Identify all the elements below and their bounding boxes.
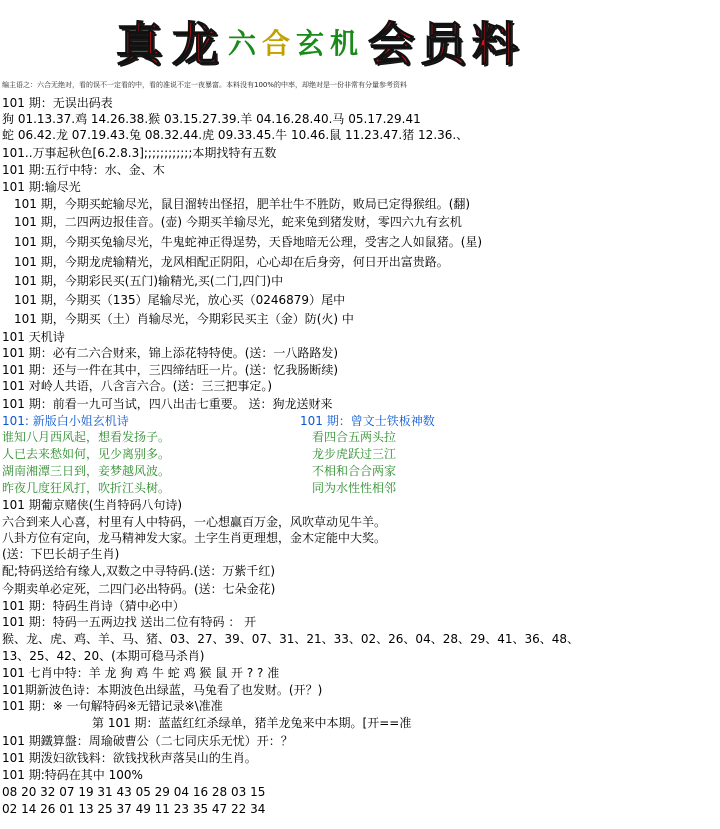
text-line: 101 期，二四两边报佳音。(壶) 今期买羊输尽光，蛇来兔到猪发财，零四六九有玄机 — [14, 215, 462, 229]
poem-left-line: 昨夜几度狂风打，吹折江头树。 — [2, 481, 171, 495]
text-line: 101 期，今期彩民买(五门)输精光,买(二门,四门)中 — [14, 274, 284, 288]
text-line: 今期卖单必定死，二四门必出特码。(送：七朵金花) — [2, 582, 276, 596]
text-line: 13、25、42、20、(本期可稳马杀肖) — [2, 649, 205, 663]
poem-left-line: 湖南湘潭三日到，妾梦越风波。 — [2, 464, 171, 478]
text-line: 第 101 期：蓝蓝红红杀绿单，猪羊龙兔来中本期。[开==准 — [92, 716, 412, 730]
text-line: 08 20 32 07 19 31 43 05 29 04 16 28 03 15 — [2, 785, 266, 799]
poem-right-title: 101 期：曾文士铁板神数 — [300, 414, 435, 428]
text-line: 101..万事起秋色[6.2.8.3];;;;;;;;;;;;本期找特有五数 — [2, 146, 277, 160]
title-char-5: 玄 — [296, 27, 325, 60]
text-line: 101 期：※ 一句解特码※无错记录※\准准 — [2, 699, 223, 713]
title-char-8: 员 — [420, 17, 466, 71]
text-line: 101 期：特码一五两边找 送出二位有特码 ： 开 — [2, 615, 257, 629]
text-line: 101 期鐵算盤：周瑜破曹公（二七同庆乐无忧）开：？ — [2, 734, 293, 748]
title-char-7: 会 — [368, 17, 414, 71]
text-line: 101 期：前看一九可当试，四八出击七重要。 送：狗龙送财来 — [2, 397, 333, 411]
poem-right-line: 龙步虎跃过三江 — [312, 447, 397, 461]
text-line: 101 期:输尽光 — [2, 180, 81, 194]
text-line: 配;特码送给有缘人,双数之中寻特码.(送：万紫千红) — [2, 564, 276, 578]
text-line: 101 期，今期龙虎输精光，龙风相配正阴阳，心心却在后身旁，何日开出富贵路。 — [14, 255, 449, 269]
title-char-9: 料 — [472, 17, 518, 71]
text-line: 101 期：无误出码表 — [2, 96, 113, 110]
text-line: 101 期：必有二六合财来，锦上添花特特使。(送：一八路路发) — [2, 346, 339, 360]
text-line: 六合到来人心喜，村里有人中特码，一心想赢百万金，风吹草动见牛羊。 — [2, 515, 387, 529]
text-line: 101 期:特码在其中 100% — [2, 768, 143, 782]
text-line: 狗 01.13.37.鸡 14.26.38.猴 03.15.27.39.羊 04.16.28.40.马 05.17.29.41 — [2, 112, 421, 126]
text-line: 101期新波色诗：本期波色出绿蓝，马兔看了也发财。(开？) — [2, 683, 323, 697]
poem-right-line: 同为水性性相邻 — [312, 481, 397, 495]
header-banner — [0, 0, 720, 72]
text-line: 101 期:五行中特：水、金、木 — [2, 163, 165, 177]
text-line: 101 期：特码生肖诗（猜中必中） — [2, 599, 185, 613]
text-line: 101 期，今期买蛇输尽光，鼠目溜转出怪招，肥羊壮牛不胜防，败局已定得猴组。(翻) — [14, 197, 471, 211]
text-line: 蛇 06.42.龙 07.19.43.兔 08.32.44.虎 09.33.45.牛 10.46.鼠 11.23.47.猪 12.36.、 — [2, 128, 469, 142]
poem-left-line: 谁知八月西风起，想看发扬子。 — [2, 430, 171, 444]
title-char-3: 六 — [228, 27, 257, 60]
text-line: 101 天机诗 — [2, 330, 65, 344]
poem-left-line: 人已去来愁如何，见少离别多。 — [2, 447, 171, 461]
text-line: 101 七肖中特：羊 龙 狗 鸡 牛 蛇 鸡 猴 鼠 开 ? ? 准 — [2, 666, 280, 680]
text-line: 02 14 26 01 13 25 37 49 11 23 35 47 22 34 — [2, 802, 266, 816]
poem-right-line: 看四合五两头拉 — [312, 430, 397, 444]
text-line: 101 对岭人共语，八含言六合。(送：三三把事定。) — [2, 379, 273, 393]
title-char-1: 真 — [116, 17, 162, 71]
text-line: 八卦方位有定向，龙马精神发大家。土字生肖更理想，金木定能中大奖。 — [2, 531, 387, 545]
text-line: 101 期，今期买（135）尾输尽光，放心买（0246879）尾中 — [14, 293, 346, 307]
title-char-4: 合 — [262, 27, 291, 60]
text-line: 101 期：还与一件在其中，三四缔结旺一片。(送：忆我肠断续) — [2, 363, 339, 377]
text-line: 101 期，今期买兔输尽光，牛鬼蛇神正得逞势，天昏地暗无公理，受害之人如鼠猪。(星) — [14, 235, 483, 249]
disclaimer-text: 编主语之：六合无绝对，看的误不一定看的中，看的准说不定一夜暴富。本料没有100%的中率，却绝对是一份非常有分量参考资料 — [2, 81, 408, 89]
text-line: 猴、龙、虎、鸡、羊、马、猪、03、27、39、07、31、21、33、02、26、04、28、29、41、36、48、 — [2, 632, 580, 646]
title-char-2: 龙 — [172, 17, 218, 71]
poem-left-title: 101: 新版白小姐玄机诗 — [2, 414, 129, 428]
text-line: 101 期泼妇欲钱料：欲钱找秋声落吴山的生肖。 — [2, 751, 257, 765]
text-line: 101 期，今期买（土）肖输尽光，今期彩民买主（金）防(火) 中 — [14, 312, 354, 326]
text-line: (送：下巴长胡子生肖) — [2, 547, 120, 561]
text-line: 101 期葡京赌侠(生肖特码八句诗) — [2, 498, 183, 512]
poem-right-line: 不相和合合两家 — [312, 464, 397, 478]
title-char-6: 机 — [330, 27, 359, 60]
